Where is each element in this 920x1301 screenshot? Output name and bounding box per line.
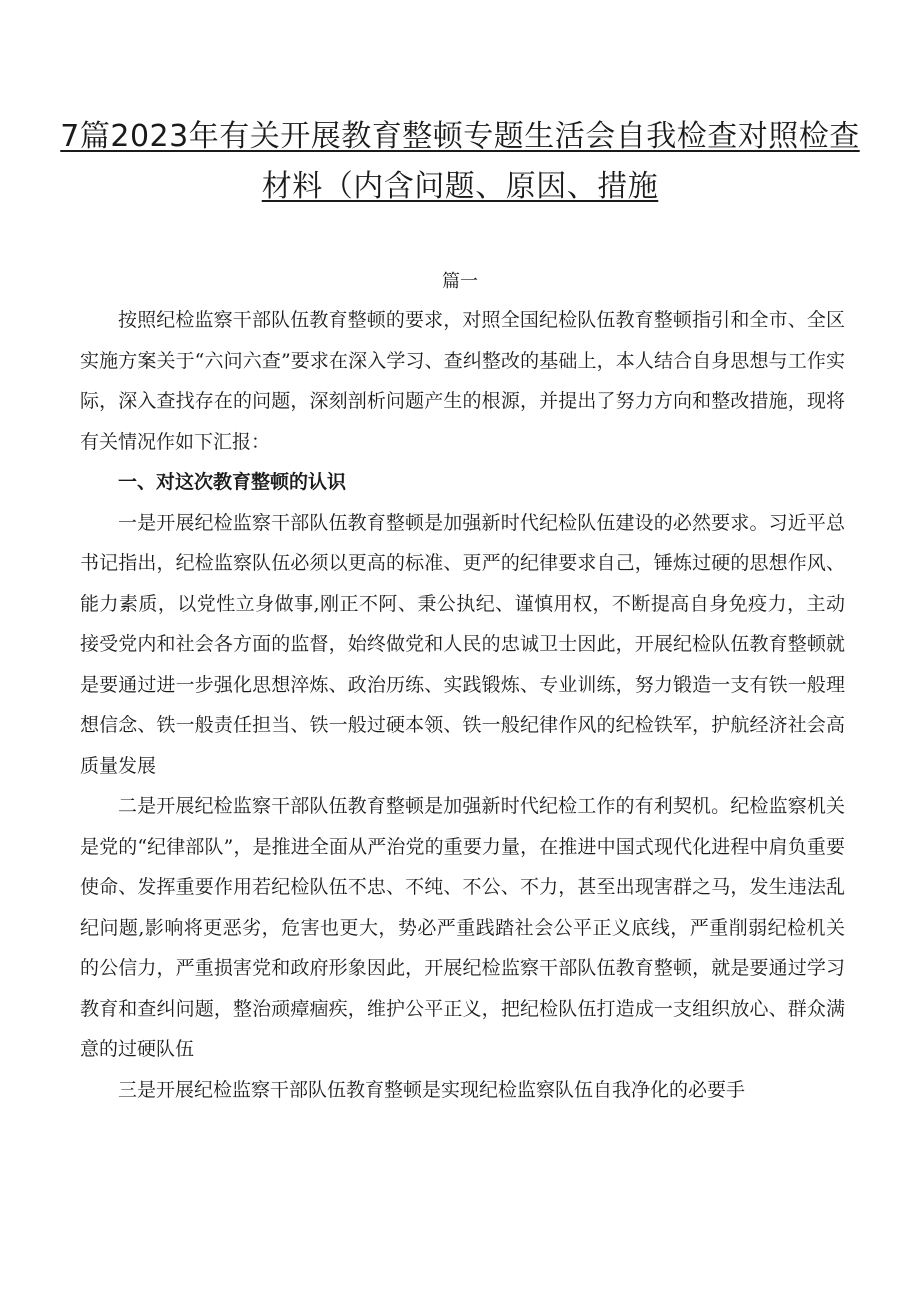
- intro-paragraph: 按照纪检监察干部队伍教育整顿的要求，对照全国纪检队伍教育整顿指引和全市、全区实施方案关于“六问六查”要求在深入学习、查纠整改的基础上，本人结合自身思想与工作实际，深入查找存在的问题，深刻剖析问题产生的根源，并提出了努力方向和整改措施，现将有关情况作如下汇报：: [80, 309, 845, 453]
- document-title: 7篇2023年有关开展教育整顿专题生活会自我检查对照检查材料（内含问题、原因、措施: [60, 119, 860, 204]
- section-label: 篇一: [442, 271, 478, 292]
- point-two-paragraph: 二是开展纪检监察干部队伍教育整顿是加强新时代纪检工作的有利契机。纪检监察机关是党的“纪律部队”，是推进全面从严治党的重要力量，在推进中国式现代化进程中肩负重要使命、发挥重要作用若纪检队伍不忠、不纯、不公、不力，甚至出现害群之马，发生违法乱纪问题,影响将更恶劣，危害也更大，势必严重践踏社会公平正义底线，严重削弱纪检机关的公信力，严重损害党和政府形象因此，开展纪检监察干部队伍教育整顿，就是要通过学习教育和查纠问题，整治顽瘴痼疾，维护公平正义，把纪检队伍打造成一支组织放心、群众满意的过硬队伍: [80, 795, 845, 1060]
- point-one-paragraph: 一是开展纪检监察干部队伍教育整顿是加强新时代纪检队伍建设的必然要求。习近平总书记指出，纪检监察队伍必须以更高的标准、更严的纪律要求自己，锤炼过硬的思想作风、能力素质，以党性立身做事,刚正不阿、秉公执纪、谨慎用权，不断提高自身免疫力，主动接受党内和社会各方面的监督，始终做党和人民的忠诚卫士因此，开展纪检队伍教育整顿就是要通过进一步强化思想淬炼、政治历练、实践锻炼、专业训练，努力锻造一支有铁一般理想信念、铁一般责任担当、铁一般过硬本领、铁一般纪律作风的纪检铁军，护航经济社会高质量发展: [80, 511, 845, 777]
- section-heading: 一、对这次教育整顿的认识: [118, 471, 347, 493]
- document-body: [80, 300, 845, 1110]
- point-three-paragraph: 三是开展纪检监察干部队伍教育整顿是实现纪检监察队伍自我净化的必要手: [118, 1078, 746, 1101]
